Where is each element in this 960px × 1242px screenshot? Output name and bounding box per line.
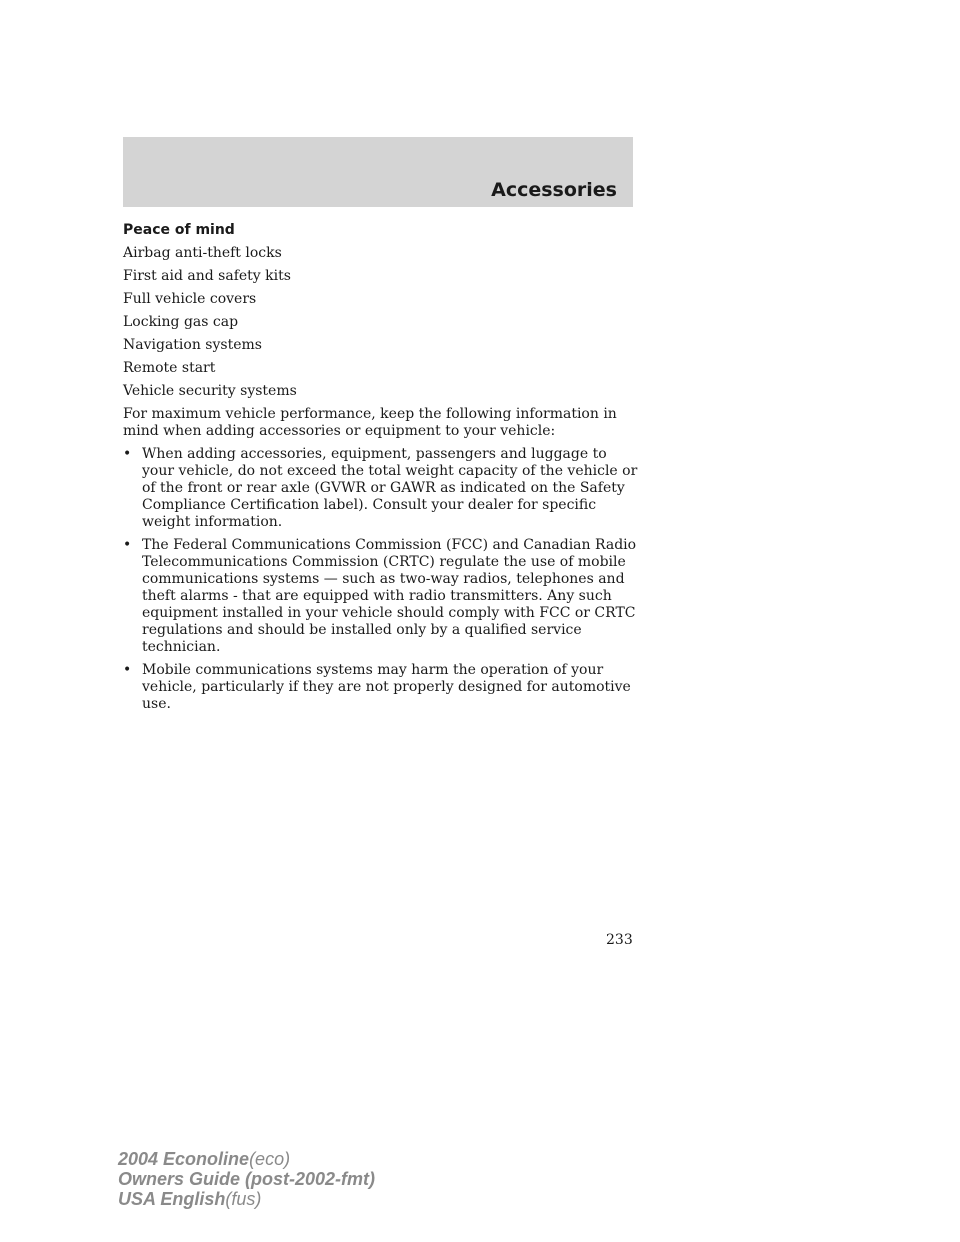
intro-paragraph: For maximum vehicle performance, keep the following information in mind when adding accessories or equipment to your vehicle: <box>123 406 617 439</box>
bullet-icon: • <box>123 662 132 678</box>
footer-guide-name: Owners Guide (post-2002-fmt) <box>118 1169 376 1189</box>
document-footer <box>118 1149 375 1209</box>
bullet-text: The Federal Communications Commission (FCC) and Canadian Radio Telecommunications Commission (CRTC) regulate the use of mobile communications systems — such as two-way radios, telephones and theft alarms - that are equipped with radio transmitters. Any such equipment installed in your vehicle should comply with FCC or CRTC regulations and should be installed only by a qualified service technician. <box>142 537 637 655</box>
footer-line-guide <box>118 1169 375 1189</box>
bullet-item <box>123 662 643 713</box>
list-item: Vehicle security systems <box>123 383 297 399</box>
footer-line-model <box>118 1149 375 1169</box>
list-item: First aid and safety kits <box>123 268 291 284</box>
bullet-item <box>123 537 643 656</box>
bullet-text: Mobile communications systems may harm the operation of your vehicle, particularly if they are not properly designed for automotive use. <box>142 662 631 712</box>
bullet-text: When adding accessories, equipment, passengers and luggage to your vehicle, do not exceed the total weight capacity of the vehicle or of the front or rear axle (GVWR or GAWR as indicated on the Safety Compliance Certification label). Consult your dealer for specific weight information. <box>142 446 638 530</box>
footer-model-name: 2004 Econoline <box>118 1149 250 1169</box>
footer-model-code: (eco) <box>249 1149 291 1169</box>
bullet-item <box>123 446 643 531</box>
bullet-icon: • <box>123 537 132 553</box>
list-item: Locking gas cap <box>123 314 239 330</box>
list-item: Full vehicle covers <box>123 291 257 307</box>
section-heading: Peace of mind <box>123 222 235 238</box>
list-item: Airbag anti-theft locks <box>123 245 282 261</box>
list-item: Navigation systems <box>123 337 262 353</box>
bullet-list <box>123 446 643 713</box>
footer-language-code: (fus) <box>225 1189 262 1209</box>
page-number: 233 <box>606 932 633 948</box>
section-title: Accessories <box>491 179 617 201</box>
list-item: Remote start <box>123 360 216 376</box>
footer-line-language <box>118 1189 375 1209</box>
bullet-icon: • <box>123 446 132 462</box>
section-header-band <box>123 137 633 207</box>
footer-language-name: USA English <box>118 1189 226 1209</box>
page-content <box>123 222 643 719</box>
